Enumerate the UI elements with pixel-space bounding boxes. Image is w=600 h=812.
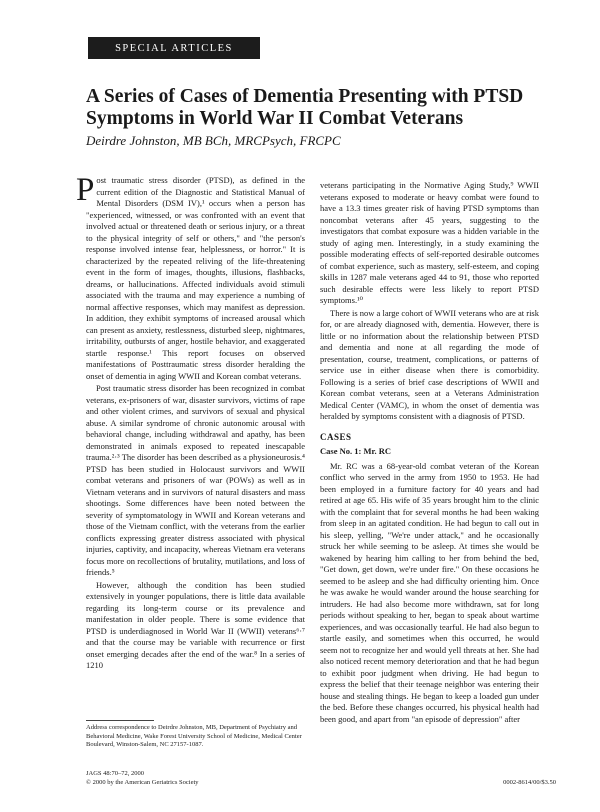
copyright-line: © 2000 by the American Geriatrics Society [86, 779, 199, 786]
body-paragraph: veterans participating in the Normative Aging Study,⁹ WWII veterans exposed to moderate or heavy combat were found to have a 13.3 times greater risk of having PTSD symptoms than noncombat veterans after 45 years, suggesting to the investigators that combat exposure was a hidden variable in the study of aging men. Interestingly, in a study examining the possible moderating effects of self-reported desirable outcomes of combat experience, such as mastery, self-esteem, and coping skills in 1287 male veterans aged 44 to 91, those who reported such desirable effects were less likely to report PTSD symptoms.¹⁰ [320, 180, 539, 305]
footnote-rule [86, 720, 154, 721]
correspondence-note: Address correspondence to Deirdre Johnston, MB, Department of Psychiatry and Behavioral Medicine, Wake Forest University School of Medicine, Medical Center Boulevard, Winston-Salem, NC 27157-1087. [86, 724, 302, 748]
body-paragraph: There is now a large cohort of WWII veterans who are at risk for, or are already diagnosed with, dementia. However, there is little or no information about the relationship between PTSD and dementia and none at all regarding the mode of presentation, course, treatment, complications, or patterns of service use in either disease when there is comorbidity. Following is a series of brief case descriptions of WWII and Korean combat veterans, seen at a Veterans Administration Medical Center (VAMC), in whom the onset of dementia was heralded by symptoms consistent with a diagnosis of PTSD. [320, 307, 539, 421]
article-title: A Series of Cases of Dementia Presenting with PTSD Symptoms in World War II Combat Veterans [86, 86, 524, 129]
paragraph-text: ost traumatic stress disorder (PTSD), as defined in the current edition of the Diagnostic and Statistical Manual of Mental Disorders (DSM IV),¹ occurs when a person has "experienced, witnessed, or was confronted with an event that involved actual or threatened death or serious injury, or a threat to the physical integrity of self or others," and "the person's response involved intense fear, helplessness, or horror." It is characterized by the repeated reliving of the life-threatening event in the form of images, thoughts, illusions, flashbacks, dreams, or hallucinations. Affected individuals avoid stimuli associated with the trauma and may experience a numbing of normal affective responses, which may manifest as depression. In addition, they exhibit symptoms of increased arousal which can present as anxiety, restlessness, disturbed sleep, nightmares, irritability, outbursts of anger, hostile behavior, and exaggerated startle response.¹ This report focuses on observed manifestations of Posttraumatic stress disorder heralding the onset of dementia in aging WWII and Korean combat veterans. [86, 175, 305, 381]
page-footer [86, 769, 556, 787]
intro-paragraph [76, 172, 305, 382]
right-column [320, 180, 539, 725]
article-code: 0002-8614/00/$3.50 [503, 779, 556, 786]
section-banner: SPECIAL ARTICLES [88, 37, 260, 59]
drop-cap: P [76, 172, 95, 208]
body-paragraph: Post traumatic stress disorder has been recognized in combat veterans, ex-prisoners of war, disaster survivors, victims of rape and other violent crimes, and survivors of sexual and physical abuse. A similar syndrome of chronic autonomic arousal with behavioral change, including withdrawal and apathy, has been demonstrated in animals exposed to repeated inescapable trauma.²·³ The disorder has been described as a physioneurosis.⁴ PTSD has been studied in Holocaust survivors and WWII combat veterans and prisoners of war (POWs) as well as in Vietnam veterans and in survivors of natural disasters and mass shootings. Some differences have been noted between the severity of symptomatology in WWII and Korean veterans and those of the Vietnam conflict, with the veterans from the earlier conflicts expressing greater distress associated with physical injuries, captivity, and incapacity, whereas Vietnam era veterans focus more on recollections of brutality, mutilations, and loss of friends.⁵ [86, 383, 305, 577]
case-heading: Case No. 1: Mr. RC [320, 446, 391, 456]
left-column [76, 172, 305, 672]
author-byline: Deirdre Johnston, MB BCh, MRCPsych, FRCPC [86, 133, 341, 148]
section-heading-cases: CASES [320, 431, 352, 442]
journal-citation: JAGS 48:70–72, 2000 [86, 770, 144, 777]
body-paragraph: However, although the condition has been studied extensively in younger populations, there is little data available regarding its long-term course or its prevalence and manifestation in older people. There is some evidence that PTSD is underdiagnosed in World War II (WWII) veterans⁶·⁷ and that the course may be variable with recurrence or first onset emerging decades after the end of the war.⁸ In a series of 1210 [86, 579, 305, 670]
case-paragraph: Mr. RC was a 68-year-old combat veteran of the Korean conflict who served in the army from 1950 to 1953. He had been employed in a furniture factory for 40 years and had retired at age 65. His wife of 35 years brought him to the clinic with the complaint that for several months he had been waking from sleep in an agitated condition. He had begun to call out in his sleep, yelling, "We're under attack," and he occasionally struck her while seeming to be asleep. At times she would be wakened by hearing him calling to her from behind the bed, "Get down, get down, we're under fire." On these occasions he seemed to be asleep and she had difficulty orienting him. Once he was awake he would wander around the house searching for intruders. He had also become more withdrawn, sat for long periods without speaking to her, began to speak about wartime experiences, and was occasionally tearful. He had also begun to startle easily, and sometimes when this occurred, he would seem not to recognize her and would yell threats at her. She had also noticed recent memory deterioration and that he had begun to exhibit poor judgment when driving. He had begun to express the belief that their teenage neighbor was entering their house and stealing things. He began to keep a loaded gun under the bed. Before these changes occurred, his physical health had been good, and apart from "an episode of depression" after [320, 460, 539, 724]
